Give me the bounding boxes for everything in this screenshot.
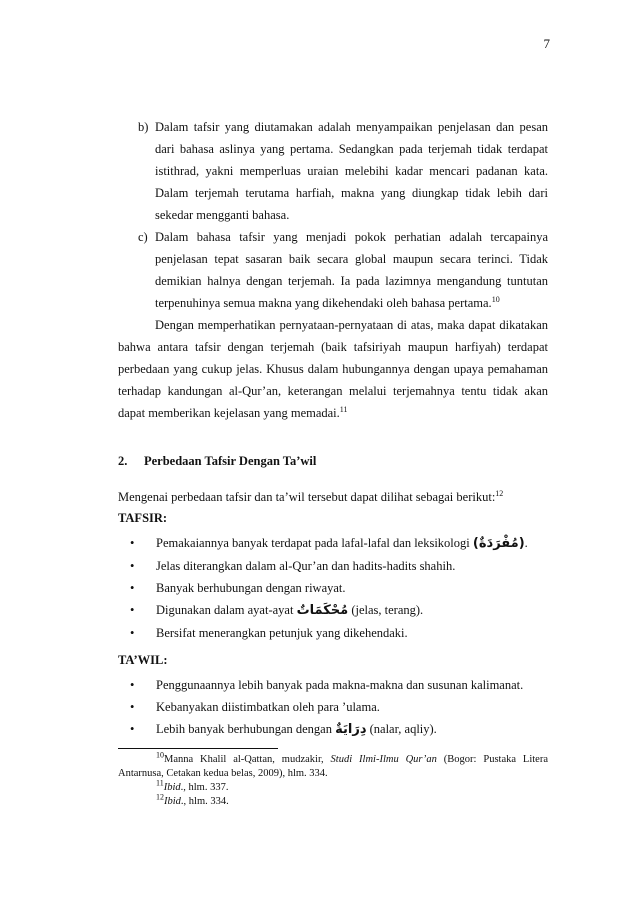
bullet-icon: •	[130, 722, 135, 736]
arabic-term: مُحْكَمَاتٌ	[296, 603, 349, 618]
list-item: • Bersifat menerangkan petunjuk yang dikehendaki.	[118, 622, 548, 644]
footnotes	[118, 748, 548, 809]
footnote-number: 12	[156, 792, 164, 802]
section-title: Perbedaan Tafsir Dengan Ta’wil	[144, 454, 317, 468]
list-item	[118, 116, 548, 226]
list-item: • Jelas diterangkan dalam al-Qur’an dan hadits-hadits shahih.	[118, 555, 548, 577]
bullet-icon: •	[130, 626, 135, 640]
section-number: 2.	[118, 454, 128, 468]
tawil-label: TA’WIL:	[118, 653, 168, 667]
list-item: • Digunakan dalam ayat-ayat مُحْكَمَاتٌ (jelas, terang).	[118, 599, 548, 622]
page-number: 7	[543, 36, 550, 51]
list-marker: b)	[138, 120, 149, 134]
page-body	[118, 116, 548, 747]
list-marker: c)	[138, 230, 148, 244]
list-item: • Penggunaannya lebih banyak pada makna-makna dan susunan kalimanat.	[118, 674, 548, 696]
bullet-icon: •	[130, 603, 135, 617]
list-item-text: Dalam bahasa tafsir yang menjadi pokok perhatian adalah tercapainya penjelasan tepat sasaran baik secara global maupun secara terinci. Tidak demikian halnya dengan terjemah. Ia pada lazimnya mengandung tuntutan terpenuhinya semua makna yang dikehendaki oleh bahasa pertama.$^{10}$	[155, 230, 548, 310]
arabic-term: دِرَايَةٌ	[335, 722, 367, 737]
bullet-icon: •	[130, 700, 135, 714]
footnote: $^{10}$Manna Khalil al-Qattan, mudzakir, Studi Ilmi-Ilmu Qur’an (Bogor: Pustaka Litera Antarnusa, Cetakan kedua belas, 2009), hlm. 334.	[118, 750, 548, 779]
tawil-list	[118, 674, 548, 741]
bullet-icon: •	[130, 581, 135, 595]
list-item: • Pemakaiannya banyak terdapat pada lafal-lafal dan leksikologi (مُفْرَدَةٌ).	[118, 532, 548, 555]
footnote-number: 10	[156, 750, 164, 760]
list-item-text: Dalam tafsir yang diutamakan adalah menyampaikan penjelasan dan pesan dari bahasa aslinya yang pertama. Sedangkan pada terjemah tidak terdapat istithrad, yakni memperluas uraian melebihi kadar mencari padanan kata. Dalam terjemah terutama harfiah, makna yang diungkap tidak lebih dari sekedar mengganti bahasa.	[155, 120, 548, 222]
list-item: • Banyak berhubungan dengan riwayat.	[118, 577, 548, 599]
footnote: $^{11}$Ibid., hlm. 337.	[156, 778, 229, 793]
tafsir-list	[118, 532, 548, 644]
footnote-number: 11	[156, 778, 164, 788]
bullet-icon: •	[130, 559, 135, 573]
footnote-ref: 12	[495, 488, 504, 498]
list-item	[118, 226, 548, 314]
body-paragraph: Dengan memperhatikan pernyataan-pernyataan di atas, maka dapat dikatakan bahwa antara tafsir dengan terjemah (baik tafsiriyah maupun harfiyah) terdapat perbedaan yang cukup jelas. Khusus dalam hubungannya dengan upaya pemahaman terhadap kandungan al-Qur’an, keterangan melalui terjemahnya tentu tidak akan dapat memberikan kejelasan yang memadai.$^{11}$	[118, 318, 548, 420]
bullet-icon: •	[130, 536, 135, 550]
tafsir-label: TAFSIR:	[118, 511, 168, 525]
arabic-term: (مُفْرَدَةٌ)	[472, 536, 525, 551]
bullet-icon: •	[130, 678, 135, 692]
footnote-ref: 11	[339, 404, 348, 414]
footnote-ref: 10	[491, 294, 500, 304]
footnote: $^{12}$Ibid., hlm. 334.	[156, 792, 229, 807]
list-item: • Kebanyakan diistimbatkan oleh para ’ulama.	[118, 696, 548, 718]
footnote-divider	[118, 748, 278, 749]
list-item: • Lebih banyak berhubungan dengan دِرَايَةٌ (nalar, aqliy).	[118, 718, 548, 741]
section-heading	[118, 450, 548, 472]
intro-paragraph: Mengenai perbedaan tafsir dan ta’wil tersebut dapat dilihat sebagai berikut:$^{12}$	[118, 488, 504, 504]
